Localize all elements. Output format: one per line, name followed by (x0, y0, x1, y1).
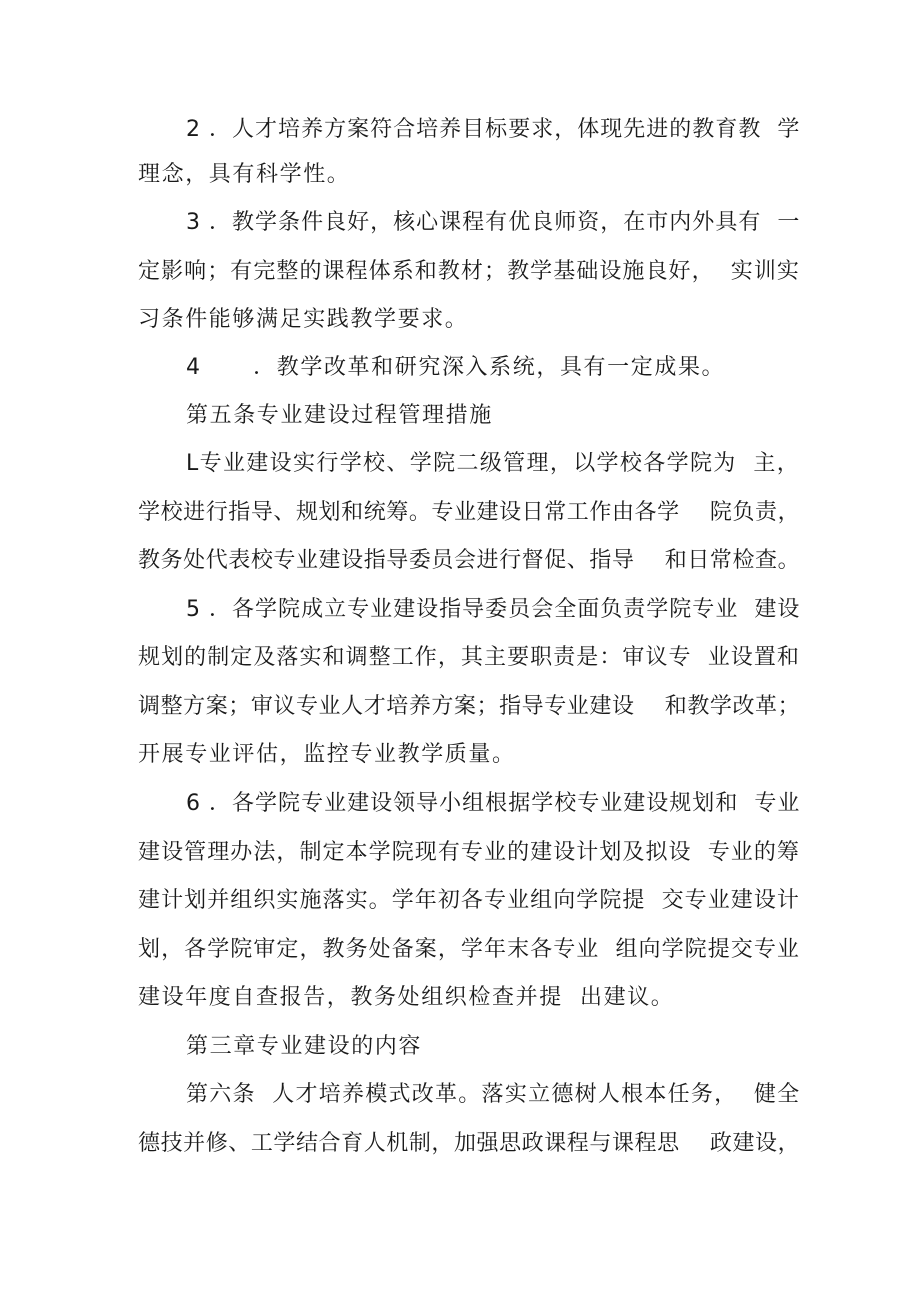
paragraph-line: 规划的制定及落实和调整工作，其主要职责是：审议专 业设置和 (138, 645, 800, 670)
paragraph-line: L专业建设实行学校、学院二级管理，以学校各学院为 主， (186, 451, 801, 476)
paragraph-line: 习条件能够满足实践教学要求。 (138, 307, 469, 332)
paragraph-line: 第六条 人才培养模式改革。落实立德树人根本任务， 健全 (186, 1082, 801, 1107)
section-heading: 第五条专业建设过程管理措施 (186, 403, 493, 428)
paragraph-line: 教务处代表校专业建设指导委员会进行督促、指导 和日常检查。 (138, 548, 801, 573)
paragraph-line: 学校进行指导、规划和统筹。专业建设日常工作由各学 院负责， (138, 500, 801, 525)
paragraph-line: 划，各学院审定，教务处备案，学年末各专业 组向学院提交专业 (138, 937, 800, 962)
paragraph-line: 理念，具有科学性。 (138, 162, 351, 187)
paragraph-line: 德技并修、工学结合育人机制，加强思政课程与课程思 政建设， (138, 1131, 801, 1156)
paragraph-line: 2 ．人才培养方案符合培养目标要求，体现先进的教育教 学 (186, 117, 801, 142)
paragraph-line: 3 ．教学条件良好，核心课程有优良师资，在市内外具有 一 (186, 210, 801, 235)
paragraph-line: 建设管理办法，制定本学院现有专业的建设计划及拟设 专业的筹 (138, 840, 800, 865)
chapter-heading: 第三章专业建设的内容 (186, 1034, 423, 1059)
paragraph-line: 5 ．各学院成立专业建设指导委员会全面负责学院专业 建设 (186, 597, 801, 622)
paragraph-line: 4 ．教学改革和研究深入系统，具有一定成果。 (186, 355, 726, 380)
paragraph-line: 6 ．各学院专业建设领导小组根据学校专业建设规划和 专业 (186, 791, 801, 816)
paragraph-line: 调整方案；审议专业人才培养方案；指导专业建设 和教学改革； (138, 694, 801, 719)
paragraph-line: 定影响；有完整的课程体系和教材；教学基础设施良好， 实训实 (138, 259, 800, 284)
paragraph-line: 建设年度自查报告，教务处组织检查并提 出建议。 (138, 985, 675, 1010)
paragraph-line: 开展专业评估，监控专业教学质量。 (138, 742, 516, 767)
paragraph-line: 建计划并组织实施落实。学年初各专业组向学院提 交专业建设计 (138, 888, 800, 913)
